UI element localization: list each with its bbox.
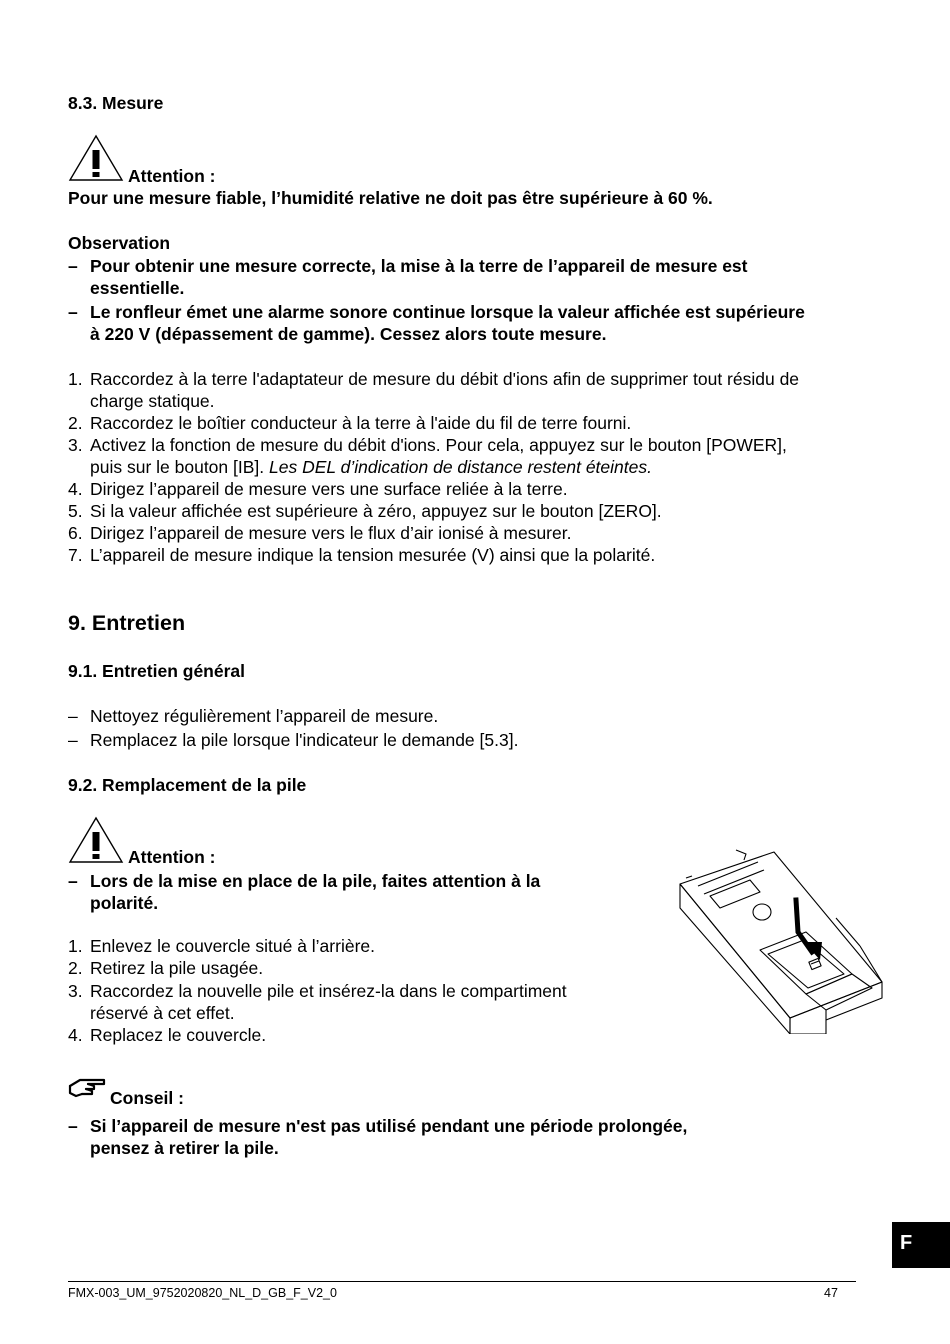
italic-note: Les DEL d’indication de distance restent éteintes. — [269, 457, 652, 477]
battery-compartment-illustration — [676, 848, 890, 1034]
warning-triangle-icon — [68, 134, 124, 182]
footer-doc-id: FMX-003_UM_9752020820_NL_D_GB_F_V2_0 — [68, 1286, 337, 1300]
pointing-hand-icon — [68, 1076, 108, 1098]
dash-bullet: – — [68, 302, 78, 322]
attention-label: Attention : — [128, 166, 216, 186]
section-heading-9: 9. Entretien — [68, 611, 186, 635]
section-heading-9-2: 9.2. Remplacement de la pile — [68, 775, 307, 795]
warning-triangle-icon — [68, 816, 124, 864]
tip-label: Conseil : — [110, 1088, 184, 1108]
dash-bullet: – — [68, 730, 78, 750]
observation-label: Observation — [68, 233, 171, 253]
dash-bullet: – — [68, 256, 78, 276]
page-number: 47 — [824, 1286, 838, 1300]
attention-label: Attention : — [128, 847, 216, 867]
dash-bullet: – — [68, 1116, 78, 1136]
dash-bullet: – — [68, 706, 78, 726]
section-heading-8-3: 8.3. Mesure — [68, 93, 164, 113]
attention-text: Pour une mesure fiable, l’humidité relative ne doit pas être supérieure à 60 %. — [68, 188, 713, 208]
dash-bullet: – — [68, 871, 78, 891]
section-heading-9-1: 9.1. Entretien général — [68, 661, 246, 681]
footer-rule — [68, 1281, 856, 1282]
language-tab: F — [892, 1222, 950, 1268]
